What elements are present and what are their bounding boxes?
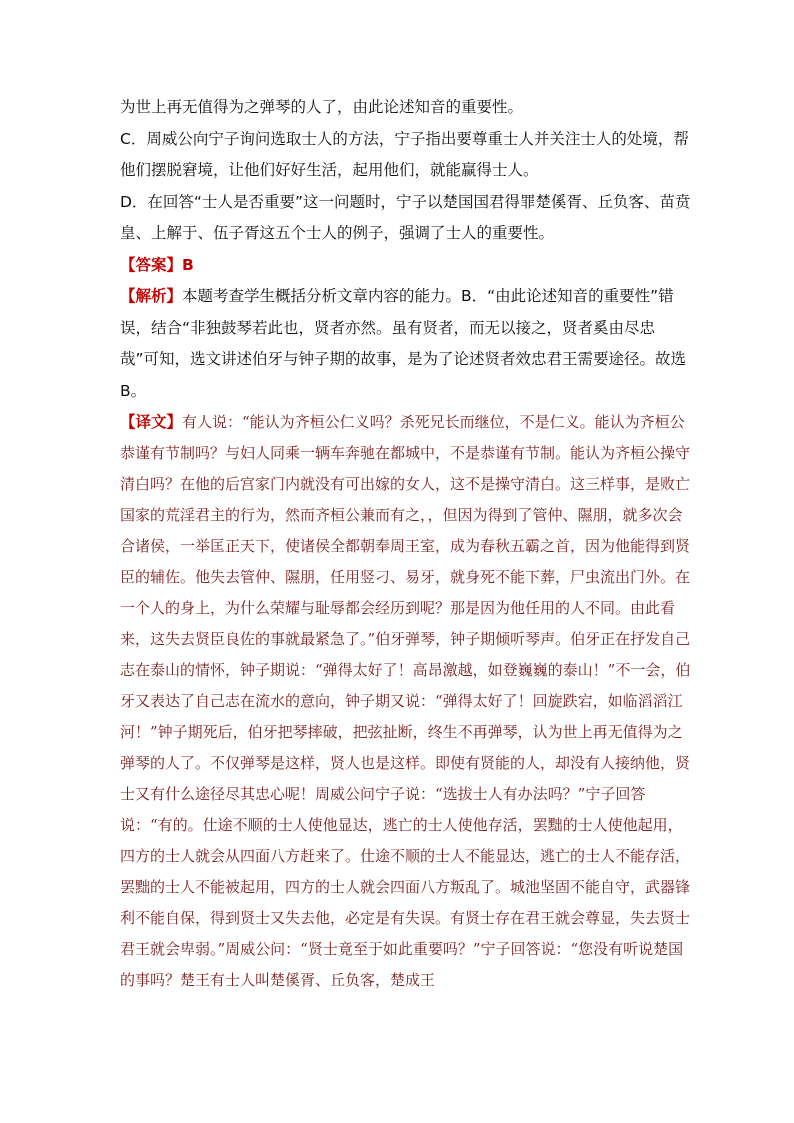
analysis-paragraph [120,281,692,407]
option-d: D．在回答“士人是否重要”这一问题时，宁子以楚国国君得罪楚傒胥、丘负客、苗贲皇、上解于、伍子胥这五个士人的例子，强调了士人的重要性。 [120,192,691,242]
analysis-text: 本题考查学生概括分析文章内容的能力。B．“由此论述知音的重要性”错误，结合“非独鼓琴若此也，贤者亦然。虽有贤者，而无以接之，贤者奚由尽忠哉”可知，选文讲述伯牙与钟子期的故事，是为了论述贤者效忠君王需要途径。故选 B。 [120,287,687,400]
translation-paragraph [120,407,692,996]
answer-tag: 【答案】 [120,255,183,274]
document-body [120,92,692,996]
translation-text: 有人说：“能认为齐桓公仁义吗？杀死兄长而继位，不是仁义。能认为齐桓公恭谨有节制吗？与妇人同乘一辆车奔驰在都城中，不是恭谨有节制。能认为齐桓公操守清白吗？在他的后宫家门内就没有可出嫁的女人，这不是操守清白。这三样事，是败亡国家的荒淫君主的行为，然而齐桓公兼而有之，，但因为得到了管仲、隰朋，就多次会合诸侯，一举匡正天下，使诸侯全都朝奉周王室，成为春秋五霸之首，因为他能得到贤臣的辅佐。他失去管仲、隰朋，任用竖刁、易牙，就身死不能下葬，尸虫流出门外。在一个人的身上，为什么荣耀与耻辱都会经历到呢？那是因为他任用的人不同。由此看来，这失去贤臣良佐的事就最紧急了。”伯牙弹琴，钟子期倾听琴声。伯牙正在抒发自己志在泰山的情怀，钟子期说：“弹得太好了！高昂激越，如登巍巍的泰山！”不一会，伯牙又表达了自己志在流水的意向，钟子期又说：“弹得太好了！回旋跌宕，如临滔滔江河！”钟子期死后，伯牙把琴摔破，把弦扯断，终生不再弹琴，认为世上再无值得为之弹琴的人了。不仅弹琴是这样，贤人也是这样。即使有贤能的人，却没有人接纳他，贤士又有什么途径尽其忠心呢！周威公问宁子说：“选拔士人有办法吗？”宁子回答说：“有的。仕途不顺的士人使他显达，逃亡的士人使他存活，罢黜的士人使他起用，四方的士人就会从四面八方赶来了。仕途不顺的士人不能显达，逃亡的士人不能存活，罢黜的士人不能被起用，四方的士人就会四面八方叛乱了。城池坚固不能自守，武器锋利不能自保，得到贤士又失去他，必定是有失误。有贤士存在君王就会尊显，失去贤士君王就会卑弱。”周威公问：“贤士竟至于如此重要吗？”宁子回答说：“您没有听说楚国的事吗？楚王有士人叫楚傒胥、丘负客，楚成王 [120,413,691,989]
analysis-tag: 【解析】 [120,287,183,305]
option-c: C．周威公向宁子询问选取士人的方法，宁子指出要尊重士人并关注士人的处境，帮他们摆脱窘境，让他们好好生活，起用他们，就能赢得士人。 [120,129,689,179]
answer-value: B [182,255,194,274]
translation-tag: 【译文】 [120,413,183,431]
option-b-continuation: 为世上再无值得为之弹琴的人了，由此论述知音的重要性。 [120,98,524,116]
answer-line [120,250,692,282]
